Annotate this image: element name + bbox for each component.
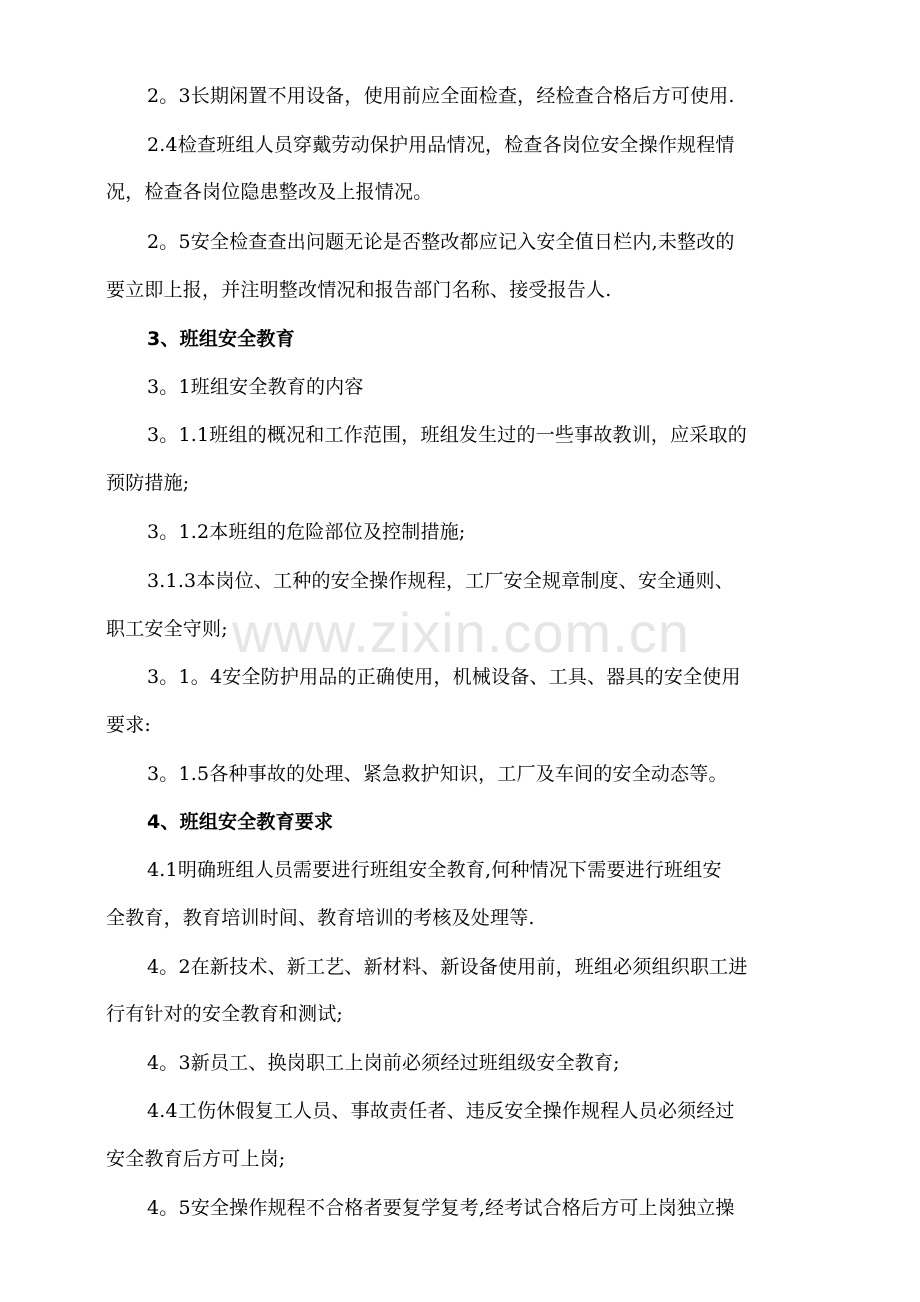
paragraph-3-1-1-line-2: 预防措施; xyxy=(106,472,190,494)
section-heading-4: 4、班组安全教育要求 xyxy=(147,811,334,833)
paragraph-3-1-4-line-1: 3。1。4安全防护用品的正确使用，机械设备、工具、器具的安全使用 xyxy=(147,666,741,688)
paragraph-3-1-5: 3。1.5各种事故的处理、紧急救护知识，工厂及车间的安全动态等。 xyxy=(147,763,728,785)
paragraph-3-1-4-line-2: 要求: xyxy=(106,714,152,736)
watermark: www.zixin.com.cn xyxy=(232,601,690,664)
section-heading-3: 3、班组安全教育 xyxy=(147,328,295,350)
paragraph-4-3: 4。3新员工、换岗职工上岗前必须经过班组级安全教育; xyxy=(147,1052,620,1074)
paragraph-2-3: 2。3长期闲置不用设备，使用前应全面检查，经检查合格后方可使用. xyxy=(147,85,735,107)
paragraph-4-2-line-2: 行有针对的安全教育和测试; xyxy=(106,1003,344,1025)
paragraph-3-1-3-line-2: 职工安全守则; xyxy=(106,618,228,640)
paragraph-4-4-line-2: 安全教育后方可上岗; xyxy=(106,1148,286,1170)
paragraph-3-1-3-line-1: 3.1.3本岗位、工种的安全操作规程，工厂安全规章制度、安全通则、 xyxy=(147,570,734,592)
paragraph-4-2-line-1: 4。2在新技术、新工艺、新材料、新设备使用前，班组必须组织职工进 xyxy=(147,956,748,978)
paragraph-4-5-line-1: 4。5安全操作规程不合格者要复学复考,经考试合格后方可上岗独立操 xyxy=(147,1197,735,1219)
paragraph-4-1-line-1: 4.1明确班组人员需要进行班组安全教育,何种情况下需要进行班组安 xyxy=(147,859,722,881)
paragraph-2-4-line-2: 况，检查各岗位隐患整改及上报情况。 xyxy=(106,181,433,203)
paragraph-3-1-1-line-1: 3。1.1班组的概况和工作范围，班组发生过的一些事故教训，应采取的 xyxy=(147,424,747,446)
paragraph-4-1-line-2: 全教育，教育培训时间、教育培训的考核及处理等. xyxy=(106,907,535,929)
paragraph-3-1-2: 3。1.2本班组的危险部位及控制措施; xyxy=(147,521,466,543)
paragraph-4-4-line-1: 4.4工伤休假复工人员、事故责任者、违反安全操作规程人员必须经过 xyxy=(147,1100,735,1122)
paragraph-2-4-line-1: 2.4检查班组人员穿戴劳动保护用品情况，检查各岗位安全操作规程情 xyxy=(147,134,735,156)
paragraph-3-1: 3。1班组安全教育的内容 xyxy=(147,376,364,398)
paragraph-2-5-line-2: 要立即上报，并注明整改情况和报告部门名称、接受报告人. xyxy=(106,279,612,301)
paragraph-2-5-line-1: 2。5安全检查查出问题无论是否整改都应记入安全值日栏内,未整改的 xyxy=(147,231,735,253)
